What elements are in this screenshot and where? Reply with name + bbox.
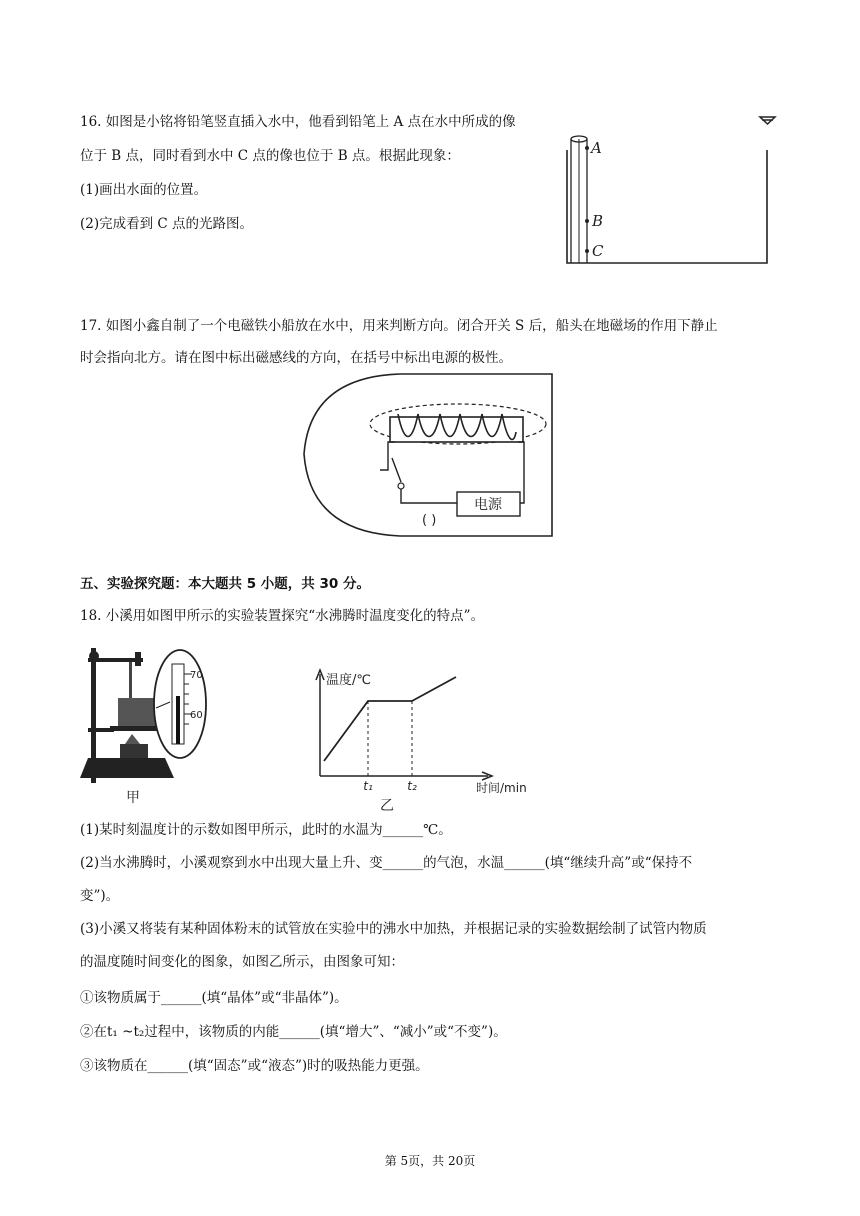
polarity-bracket: ( ) <box>422 513 437 528</box>
section-5-heading: 五、实验探究题：本大题共 5 小题，共 30 分。 <box>80 576 370 592</box>
thermometer-tick-60: 60 <box>190 710 203 721</box>
q16-line-2: 位于 B 点，同时看到水中 C 点的像也位于 B 点。根据此现象： <box>80 148 460 164</box>
graph-y-label: 温度/℃ <box>326 673 371 688</box>
q16-pencil-figure <box>555 110 785 270</box>
graph-x-label: 时间/min <box>476 781 527 795</box>
q18-temperature-graph-yi <box>300 668 550 818</box>
q18-part-3-line-1: (3)小溪又将装有某种固体粉末的试管放在实验中的沸水中加热，并根据记录的实验数据绘制了试管内物质 <box>80 921 707 937</box>
q18-sub-3: ③该物质在______(填“固态”或“液态”)时的吸热能力更强。 <box>80 1058 429 1074</box>
q18-part-2-line-1: (2)当水沸腾时，小溪观察到水中出现大量上升、变______的气泡，水温______(填“继续升高”或“保持不 <box>80 855 693 871</box>
point-a-label: A <box>591 139 602 157</box>
q18-sub-1: ①该物质属于______(填“晶体”或“非晶体”)。 <box>80 990 348 1006</box>
point-b-label: B <box>592 212 604 230</box>
q17-line-1: 17. 如图小鑫自制了一个电磁铁小船放在水中，用来判断方向。闭合开关 S 后，船头在地磁场的作用下静止 <box>80 318 718 334</box>
figure-yi-label: 乙 <box>380 798 394 814</box>
q18-part-3-line-2: 的温度随时间变化的图象，如图乙所示，由图象可知： <box>80 954 404 970</box>
q18-intro: 18. 小溪用如图甲所示的实验装置探究“水沸腾时温度变化的特点”。 <box>80 608 485 624</box>
q17-line-2: 时会指向北方。请在图中标出磁感线的方向，在括号中标出电源的极性。 <box>80 350 512 366</box>
figure-jia-label: 甲 <box>126 790 140 806</box>
page-footer: 第 5页，共 20页 <box>384 1154 476 1168</box>
q16-line-1: 16. 如图是小铭将铅笔竖直插入水中，他看到铅笔上 A 点在水中所成的像 <box>80 114 516 130</box>
q16-item-2: (2)完成看到 C 点的光路图。 <box>80 216 254 232</box>
power-source-label: 电源 <box>474 497 502 513</box>
q18-part-2-line-2: 变”)。 <box>80 888 120 904</box>
thermometer-tick-70: 70 <box>190 670 203 681</box>
point-c-label: C <box>592 242 604 260</box>
t2-tick-label: t₂ <box>407 779 417 793</box>
q18-part-1: (1)某时刻温度计的示数如图甲所示，此时的水温为______℃。 <box>80 822 452 838</box>
q18-sub-2: ②在t₁ ~t₂过程中，该物质的内能______(填“增大”、“减小”或“不变”)。 <box>80 1024 507 1040</box>
t1-tick-label: t₁ <box>363 779 373 793</box>
q17-boat-figure <box>300 372 560 542</box>
q18-apparatus-figure-jia <box>80 638 230 808</box>
q16-item-1: (1)画出水面的位置。 <box>80 182 208 198</box>
temperature-curve <box>324 677 456 761</box>
